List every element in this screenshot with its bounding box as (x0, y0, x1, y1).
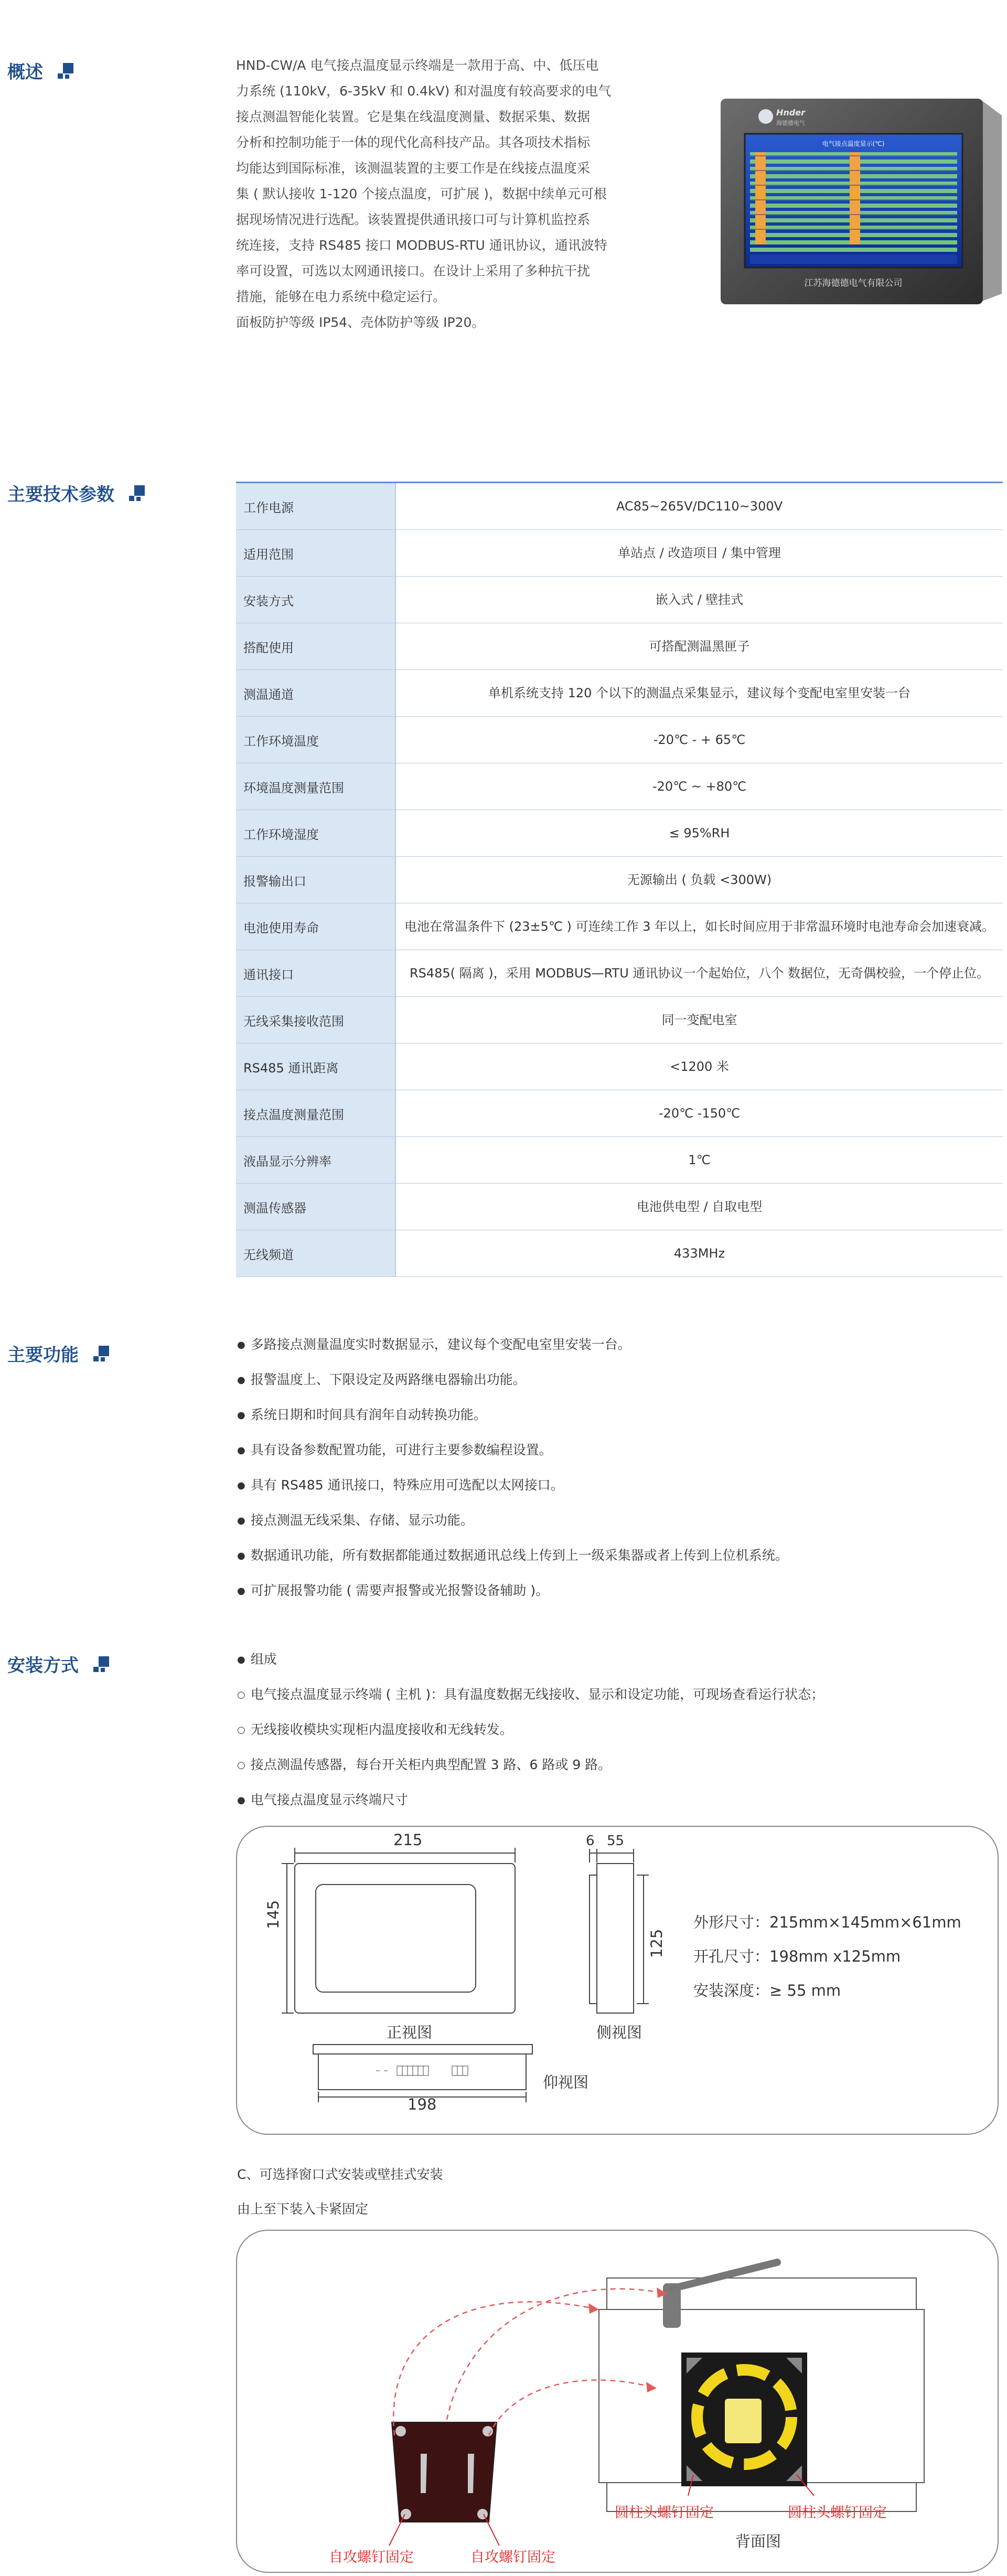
overview-line: 面板防护等级 IP54、壳体防护等级 IP20。 (236, 315, 485, 330)
table-row: 通讯接口 RS485( 隔离 )，采用 MODBUS—RTU 通讯协议一个起始位，八个 数据位，无奇偶校验，一个停止位。 (236, 950, 1003, 997)
table-row: 无线采集接收范围 同一变配电室 (236, 997, 1003, 1044)
mounting-drawing (236, 2230, 999, 2573)
overview-text (236, 52, 669, 335)
section-square-icon (129, 485, 145, 501)
device-company: 江苏海德德电气有限公司 (804, 278, 903, 289)
table-row: 环境温度测量范围 -20℃ ~ +80℃ (236, 763, 1003, 810)
overview-line: 据现场情况进行选配。该装置提供通讯接口可与计算机监控系 (236, 212, 591, 227)
dim-height-145: 145 (264, 1900, 282, 1929)
functions-list (237, 1327, 788, 1609)
list-item: ○ 无线接收模块实现柜内温度接收和无线转发。 (237, 1722, 513, 1737)
table-row: 适用范围 单站点 / 改造项目 / 集中管理 (236, 530, 1003, 577)
overview-line: 率可设置，可选以太网通讯接口。在设计上采用了多种抗干扰 (236, 263, 591, 279)
section-square-icon (93, 1656, 109, 1672)
dimension-drawing (236, 1826, 999, 2135)
list-item: ● 报警温度上、下限设定及两路继电器输出功能。 (237, 1362, 788, 1398)
install-option-line: 由上至下装入卡紧固定 (237, 2201, 369, 2217)
dim-depth-6: 6 (586, 1833, 595, 1849)
list-item: ● 可扩展报警功能 ( 需要声报警或光报警设备辅助 )。 (237, 1573, 788, 1609)
dimension-lines (237, 1827, 998, 2134)
table-row: 搭配使用 可搭配测温黑匣子 (236, 623, 1003, 670)
table-row: 工作环境湿度 ≤ 95%RH (236, 810, 1003, 857)
install-option-line: C、可选择窗口式安装或壁挂式安装 (237, 2167, 443, 2182)
functions-title: 主要功能 (7, 1340, 109, 1366)
side-view-label: 侧视图 (596, 2024, 642, 2041)
table-row: 液晶显示分辨率 1℃ (236, 1137, 1003, 1184)
spec-title: 主要技术参数 (7, 480, 145, 506)
table-row: 工作环境温度 -20℃ - + 65℃ (236, 717, 1003, 763)
list-item: ● 电气接点温度显示终端尺寸 (237, 1792, 408, 1807)
screw-left-label: 圆柱头螺钉固定 (615, 2505, 714, 2521)
table-row: 测温传感器 电池供电型 / 自取电型 (236, 1184, 1003, 1230)
list-item: ● 组成 (237, 1652, 277, 1667)
table-row: 工作电源 AC85~265V/DC110~300V (236, 483, 1003, 530)
table-row: 接点温度测量范围 -20℃ -150℃ (236, 1090, 1003, 1137)
outer-size: 外形尺寸：215mm×145mm×61mm (693, 1913, 961, 1931)
front-view-label: 正视图 (387, 2024, 433, 2041)
overview-title: 概述 (7, 58, 73, 83)
overview-line: 集 ( 默认接收 1-120 个接点温度，可扩展 )，数据中续单元可根 (236, 186, 607, 201)
list-item: ○ 接点测温传感器，每台开关柜内典型配置 3 路、6 路或 9 路。 (237, 1757, 612, 1772)
table-row: 电池使用寿命 电池在常温条件下 (23±5℃ ) 可连续工作 3 年以上，如长时间应用于非常温环境时电池寿命会加速衰减。 (236, 903, 1003, 950)
dim-width-215: 215 (393, 1831, 423, 1849)
overview-line: 统连接，支持 RS485 接口 MODBUS-RTU 通讯协议，通讯波特 (236, 238, 607, 253)
device-brand: Hnder (776, 108, 805, 118)
install-list (237, 1642, 824, 1818)
install-depth: 安装深度：≥ 55 mm (693, 1982, 841, 1999)
device-photo (719, 94, 1002, 310)
spec-table (236, 482, 1003, 1277)
overview-line: 力系统 (110kV，6-35kV 和 0.4kV) 和对温度有较高要求的电气 (236, 83, 612, 99)
device-screen-title: 电气接点温度显示(℃) (822, 140, 885, 147)
overview-line: 分析和控制功能于一体的现代化高科技产品。其各项技术指标 (236, 135, 591, 150)
table-row: RS485 通讯距离 <1200 米 (236, 1044, 1003, 1090)
table-row: 测温通道 单机系统支持 120 个以下的测温点采集显示，建议每个变配电室里安装一台 (236, 670, 1003, 717)
bottom-view-label: 仰视图 (543, 2073, 589, 2091)
dim-depth-55: 55 (607, 1833, 625, 1849)
cutout-size: 开孔尺寸：198mm x125mm (693, 1947, 901, 1965)
install-title: 安装方式 (7, 1651, 109, 1677)
list-item: ● 数据通讯功能，所有数据都能通过数据通讯总线上传到上一级采集器或者上传到上位机系统。 (237, 1538, 788, 1573)
list-item: ● 接点测温无线采集、存储、显示功能。 (237, 1503, 788, 1538)
back-view-label: 背面图 (735, 2532, 781, 2550)
self-tap-screw-label: 自攻螺钉固定 (470, 2549, 555, 2566)
list-item: ● 多路接点测量温度实时数据显示，建议每个变配电室里安装一台。 (237, 1327, 788, 1362)
section-square-icon (58, 63, 73, 79)
table-row: 无线频道 433MHz (236, 1230, 1003, 1277)
table-row: 报警输出口 无源输出 ( 负载 <300W) (236, 857, 1003, 903)
dim-width-198: 198 (408, 2095, 437, 2113)
list-item: ○ 电气接点温度显示终端 ( 主机 )：具有温度数据无线接收、显示和设定功能，可现场查看运行状态； (237, 1687, 824, 1702)
list-item: ● 具有设备参数配置功能，可进行主要参数编程设置。 (237, 1433, 788, 1468)
overview-line: 措施，能够在电力系统中稳定运行。 (236, 289, 446, 304)
overview-line: 均能达到国际标准，该测温装置的主要工作是在线接点温度采 (236, 161, 591, 176)
overview-line: 接点测温智能化装置。它是集在线温度测量、数据采集、数据 (236, 109, 591, 124)
self-tap-screw-label: 自攻螺钉固定 (329, 2549, 414, 2566)
device-brand-sub: 海德德电气 (776, 120, 805, 126)
list-item: ● 具有 RS485 通讯接口，特殊应用可选配以太网接口。 (237, 1468, 788, 1503)
table-row: 安装方式 嵌入式 / 壁挂式 (236, 577, 1003, 623)
list-item: ● 系统日期和时间具有润年自动转换功能。 (237, 1398, 788, 1433)
install-options (237, 2157, 443, 2227)
screw-right-label: 圆柱头螺钉固定 (788, 2505, 887, 2521)
overview-line: HND-CW/A 电气接点温度显示终端是一款用于高、中、低压电 (236, 58, 599, 73)
section-square-icon (93, 1346, 109, 1361)
dim-height-125: 125 (648, 1929, 666, 1958)
